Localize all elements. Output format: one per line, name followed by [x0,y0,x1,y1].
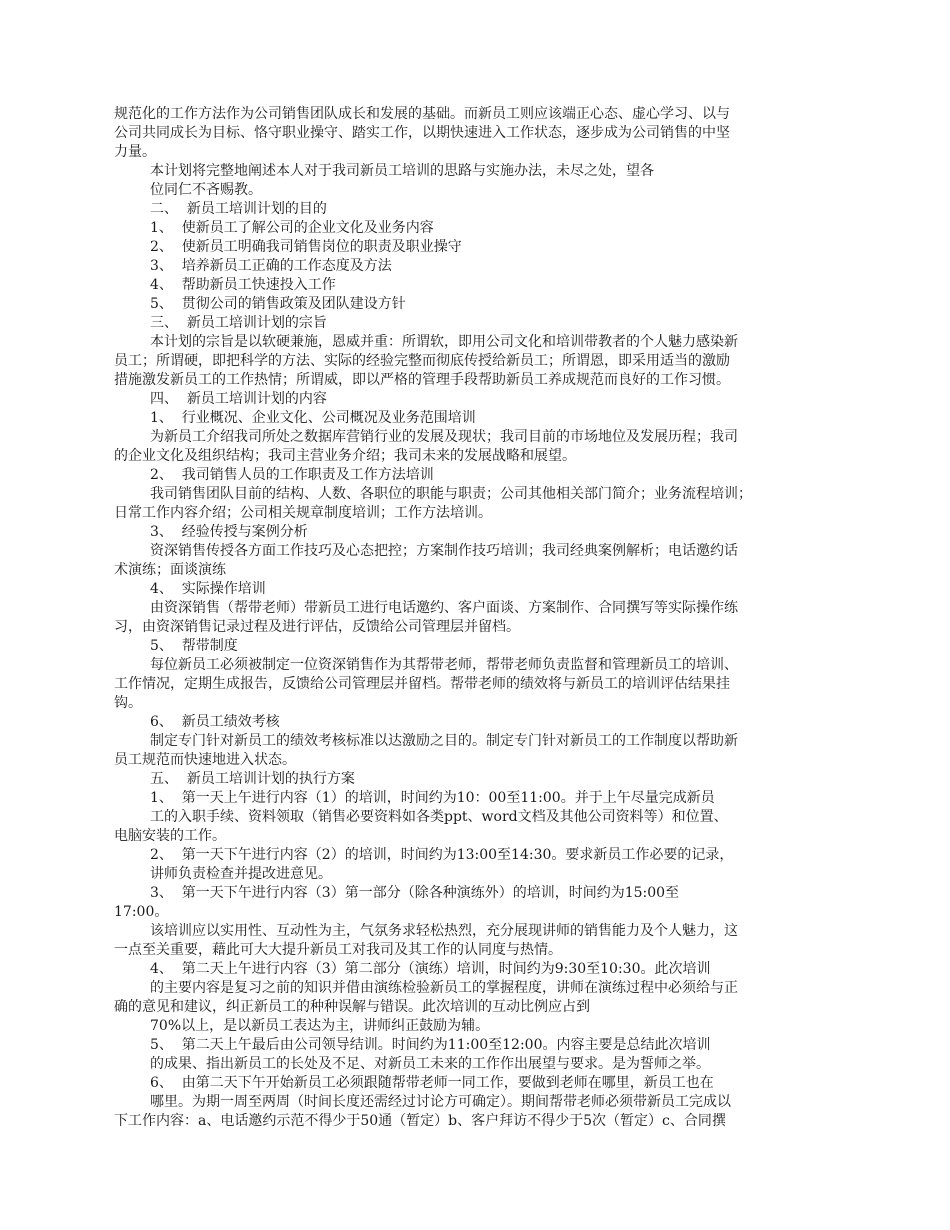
text-line: 17:00。 [114,904,169,920]
text-line: 70%以上，是以新员工表达为主，讲师纠正鼓励为辅。 [150,1018,490,1034]
text-line: 电脑安装的工作。 [114,828,226,844]
text-line: 本计划的宗旨是以软硬兼施，恩威并重：所谓软，即用公司文化和培训带教者的个人魅力感染新 [150,334,738,350]
text-line: 确的意见和建议，纠正新员工的种种误解与错误。此次培训的互动比例应占到 [114,999,590,1015]
text-line: 1、 使新员工了解公司的企业文化及业务内容 [150,220,434,236]
text-line: 5、 第二天上午最后由公司领导结训。时间约为11:00至12:00。内容主要是总结此次培训 [150,1037,711,1053]
text-line: 由资深销售（帮带老师）带新员工进行电话邀约、客户面谈、方案制作、合同撰写等实际操作练 [150,600,738,616]
text-line: 4、 帮助新员工快速投入工作 [150,277,336,293]
text-line: 1、 第一天上午进行内容（1）的培训，时间约为10：00至11:00。并于上午尽量完成新员 [150,790,715,806]
text-line: 工的入职手续、资料领取（销售必要资料如各类ppt、word文档及其他公司资料等）和位置、 [150,809,728,825]
text-line: 术演练；面谈演练 [114,562,226,578]
text-line: 的企业文化及组织结构；我司主营业务介绍；我司未来的发展战略和展望。 [114,448,576,464]
text-line: 规范化的工作方法作为公司销售团队成长和发展的基础。而新员工则应该端正心态、虚心学习、以与 [114,106,730,122]
text-line: 钩。 [114,695,142,711]
text-line: 每位新员工必须被制定一位资深销售作为其帮带老师，帮带老师负责监督和管理新员工的培训、 [150,657,738,673]
text-line: 的成果、指出新员工的长处及不足、对新员工未来的工作作出展望与要求。是为誓师之举。 [150,1056,710,1072]
text-line: 2、 使新员工明确我司销售岗位的职责及职业操守 [150,239,462,255]
text-line: 为新员工介绍我司所处之数据库营销行业的发展及现状；我司目前的市场地位及发展历程；我司 [150,429,738,445]
text-line: 员工规范而快速地进入状态。 [114,752,296,768]
text-line: 下工作内容：a、电话邀约示范不得少于50通（暂定）b、客户拜访不得少于5次（暂定）c、合同撰 [114,1113,726,1129]
text-line: 日常工作内容介绍；公司相关规章制度培训；工作方法培训。 [114,505,492,521]
text-line: 工作情况，定期生成报告，反馈给公司管理层并留档。帮带老师的绩效将与新员工的培训评估结果挂 [114,676,730,692]
text-line: 3、 培养新员工正确的工作态度及方法 [150,258,392,274]
text-line: 5、 帮带制度 [150,638,238,654]
document-body [114,105,844,1131]
text-line: 4、 实际操作培训 [150,581,266,597]
text-line: 一点至关重要，藉此可大大提升新员工对我司及其工作的认同度与热情。 [114,942,562,958]
text-line: 我司销售团队目前的结构、人数、各职位的职能与职责；公司其他相关部门简介；业务流程培训； [150,486,752,502]
text-line: 6、 新员工绩效考核 [150,714,280,730]
text-line: 2、 第一天下午进行内容（2）的培训，时间约为13:00至14:30。要求新员工作必要的记录， [150,847,734,863]
text-line: 4、 第二天上午进行内容（3）第二部分（演练）培训，时间约为9:30至10:30。此次培训 [150,961,711,977]
text-line: 该培训应以实用性、互动性为主，气氛务求轻松热烈，充分展现讲师的销售能力及个人魅力，这 [150,923,738,939]
text-line: 6、 由第二天下午开始新员工必须跟随帮带老师一同工作，要做到老师在哪里，新员工也在 [150,1075,714,1091]
text-line: 力量。 [114,144,156,160]
text-line: 本计划将完整地阐述本人对于我司新员工培训的思路与实施办法，未尽之处，望各 [150,163,654,179]
text-line: 五、 新员工培训计划的执行方案 [150,771,355,787]
text-line: 二、 新员工培训计划的目的 [150,201,327,217]
text-line: 公司共同成长为目标、恪守职业操守、踏实工作，以期快速进入工作状态，逐步成为公司销售的中坚 [114,125,730,141]
text-line: 的主要内容是复习之前的知识并借由演练检验新员工的掌握程度，讲师在演练过程中必须给与正 [150,980,738,996]
text-line: 哪里。为期一周至两周（时间长度还需经过讨论方可确定）。期间帮带老师必须带新员工完成以 [150,1094,731,1110]
text-line: 位同仁不吝赐教。 [150,182,262,198]
text-line: 员工；所谓硬，即把科学的方法、实际的经验完整而彻底传授给新员工；所谓恩，即采用适当的激励 [114,353,730,369]
text-line: 5、 贯彻公司的销售政策及团队建设方针 [150,296,406,312]
text-line: 资深销售传授各方面工作技巧及心态把控；方案制作技巧培训；我司经典案例解析；电话邀约话 [150,543,738,559]
text-line: 3、 经验传授与案例分析 [150,524,308,540]
text-line: 1、 行业概况、企业文化、公司概况及业务范围培训 [150,410,476,426]
text-line: 3、 第一天下午进行内容（3）第一部分（除各种演练外）的培训，时间约为15:00至 [150,885,680,901]
text-line: 四、 新员工培训计划的内容 [150,391,327,407]
text-line: 措施激发新员工的工作热情；所谓威，即以严格的管理手段帮助新员工养成规范而良好的工作习惯。 [114,372,730,388]
text-line: 习，由资深销售记录过程及进行评估，反馈给公司管理层并留档。 [114,619,520,635]
text-line: 制定专门针对新员工的绩效考核标准以达激励之目的。制定专门针对新员工的工作制度以帮助新 [150,733,738,749]
text-line: 讲师负责检查并提改进意见。 [150,866,332,882]
text-line: 三、 新员工培训计划的宗旨 [150,315,327,331]
text-line: 2、 我司销售人员的工作职责及工作方法培训 [150,467,434,483]
